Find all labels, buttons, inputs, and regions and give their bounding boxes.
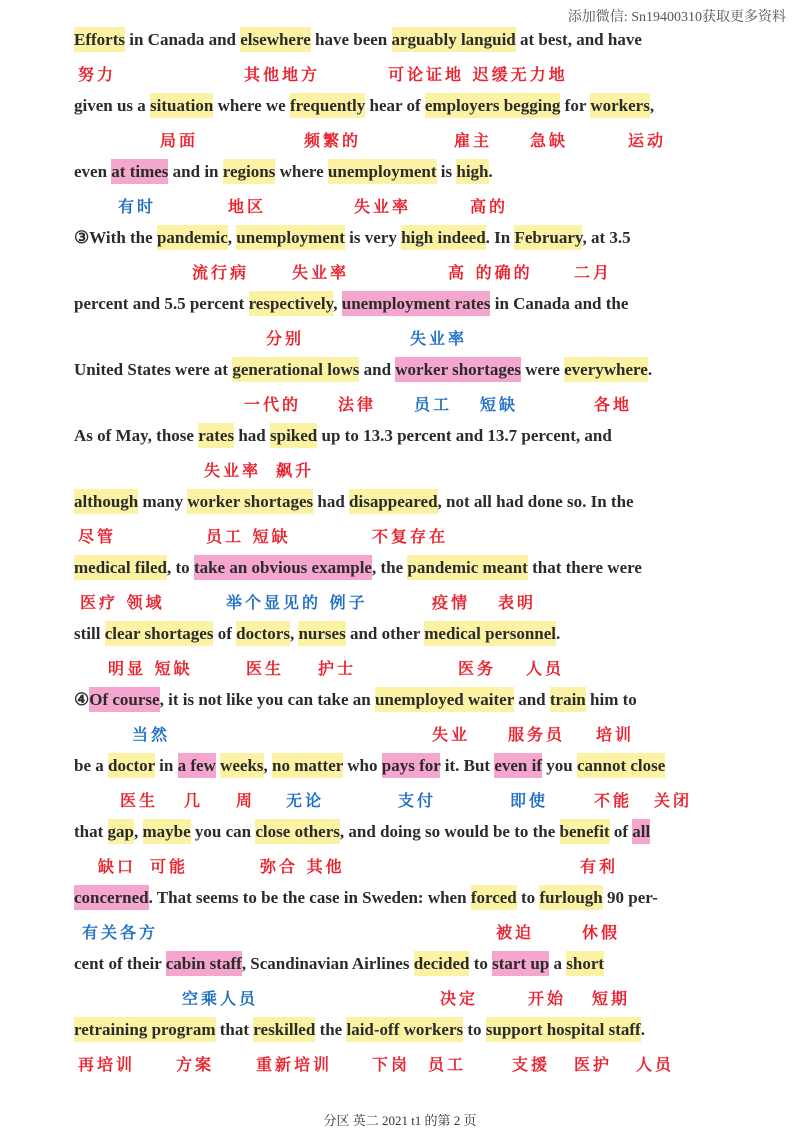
plain-text: As of May, those	[74, 426, 199, 445]
plain-text: ③With the	[74, 228, 157, 247]
english-text	[74, 619, 560, 649]
highlighted-phrase: clear shortages	[105, 621, 214, 646]
plain-text: for	[560, 96, 591, 115]
english-text	[74, 1015, 645, 1045]
plain-text: and in	[168, 162, 223, 181]
chinese-annotation: 员工	[428, 1055, 467, 1074]
highlighted-phrase: no matter	[272, 753, 343, 778]
plain-text: ,	[227, 228, 237, 247]
plain-text: , Scandinavian Airlines	[241, 954, 414, 973]
plain-text: be a	[74, 756, 108, 775]
english-line	[0, 91, 800, 121]
highlighted-phrase: high indeed	[401, 225, 486, 250]
plain-text: is	[436, 162, 457, 181]
chinese-annotation: 方案	[176, 1055, 215, 1074]
highlighted-phrase: unemployed waiter	[375, 687, 514, 712]
chinese-annotation: 高的	[470, 197, 509, 216]
chinese-annotation: 医生	[120, 791, 159, 810]
english-line	[0, 157, 800, 187]
english-text	[74, 289, 628, 319]
plain-text: that there were	[527, 558, 642, 577]
highlighted-phrase: generational lows	[232, 357, 359, 382]
plain-text: that	[74, 822, 108, 841]
highlighted-phrase: reskilled	[253, 1017, 315, 1042]
chinese-annotation: 再培训	[78, 1055, 136, 1074]
chinese-annotation: 尽管	[78, 527, 117, 546]
chinese-annotation: 局面	[160, 131, 199, 150]
chinese-annotation: 举个显见的 例子	[226, 593, 368, 612]
plain-text: .	[647, 360, 653, 379]
chinese-annotation: 关闭	[654, 791, 693, 810]
plain-text: in	[154, 756, 178, 775]
highlighted-phrase: start up	[492, 951, 549, 976]
highlighted-phrase: high	[456, 159, 488, 184]
chinese-annotation: 不能	[594, 791, 633, 810]
plain-text: you	[542, 756, 577, 775]
plain-text: . In	[485, 228, 515, 247]
plain-text: to	[469, 954, 493, 973]
chinese-annotation: 努力	[78, 65, 117, 84]
chinese-annotation: 重新培训	[256, 1055, 333, 1074]
english-line	[0, 487, 800, 517]
highlighted-phrase: support hospital staff	[486, 1017, 641, 1042]
highlighted-phrase: retraining program	[74, 1017, 216, 1042]
plain-text: .	[488, 162, 493, 181]
chinese-annotation: 服务员	[508, 725, 566, 744]
highlighted-phrase: gap	[108, 819, 134, 844]
chinese-annotation: 开始	[528, 989, 567, 1008]
english-line	[0, 223, 800, 253]
highlighted-phrase: worker shortages	[395, 357, 521, 382]
highlighted-phrase: furlough	[539, 885, 602, 910]
plain-text: where we	[213, 96, 290, 115]
chinese-annotation: 员工	[414, 395, 453, 414]
plain-text: have been	[310, 30, 392, 49]
chinese-annotation: 弥合 其他	[260, 857, 345, 876]
chinese-annotation: 失业率	[204, 461, 262, 480]
chinese-annotation: 频繁的	[304, 131, 362, 150]
highlighted-phrase: February	[514, 225, 582, 250]
chinese-annotation: 法律	[338, 395, 377, 414]
highlighted-phrase: forced	[471, 885, 517, 910]
chinese-annotation: 不复存在	[372, 527, 449, 546]
chinese-annotation: 有时	[118, 197, 157, 216]
chinese-annotation: 培训	[596, 725, 635, 744]
chinese-annotation: 急缺	[530, 131, 569, 150]
english-line	[0, 883, 800, 913]
highlighted-phrase: workers	[590, 93, 649, 118]
english-text	[74, 685, 637, 715]
highlighted-phrase: unemployment rates	[342, 291, 491, 316]
chinese-annotation: 表明	[498, 593, 537, 612]
highlighted-phrase: close others	[255, 819, 340, 844]
chinese-annotation: 流行病	[192, 263, 250, 282]
plain-text: where	[275, 162, 328, 181]
highlighted-phrase: cannot close	[577, 753, 665, 778]
plain-text: .	[640, 1020, 645, 1039]
chinese-annotation: 护士	[318, 659, 357, 678]
chinese-annotation: 雇主	[454, 131, 493, 150]
plain-text: . That seems to be the case in Sweden: when	[148, 888, 471, 907]
plain-text: , it is not like you can take an	[159, 690, 375, 709]
english-text	[74, 817, 650, 847]
english-text	[74, 91, 654, 121]
plain-text: is very	[344, 228, 402, 247]
chinese-annotation: 失业率	[292, 263, 350, 282]
plain-text: to	[463, 1020, 486, 1039]
highlighted-phrase: decided	[414, 951, 470, 976]
highlighted-phrase: rates	[198, 423, 234, 448]
highlighted-phrase: unemployment	[236, 225, 345, 250]
plain-text: many	[138, 492, 188, 511]
english-line	[0, 1015, 800, 1045]
english-text	[74, 355, 652, 385]
chinese-annotation: 飙升	[276, 461, 315, 480]
chinese-annotation: 疫情	[432, 593, 471, 612]
english-text	[74, 25, 642, 55]
plain-text: given us a	[74, 96, 151, 115]
chinese-annotation: 其他地方	[244, 65, 321, 84]
chinese-annotation: 人员	[636, 1055, 675, 1074]
chinese-annotation: 可论证地 迟缓无力地	[388, 65, 568, 84]
english-line	[0, 817, 800, 847]
chinese-annotation: 有利	[580, 857, 619, 876]
chinese-annotation: 明显 短缺	[108, 659, 193, 678]
english-text	[74, 223, 631, 253]
highlighted-phrase: situation	[150, 93, 213, 118]
chinese-annotation: 空乘人员	[182, 989, 259, 1008]
highlighted-phrase: spiked	[270, 423, 317, 448]
plain-text: , at 3.5	[582, 228, 631, 247]
english-text	[74, 421, 612, 451]
chinese-annotation: 高 的确的	[448, 263, 533, 282]
english-line	[0, 289, 800, 319]
highlighted-phrase: nurses	[298, 621, 345, 646]
watermark-text: 添加微信: Sn19400310获取更多资料	[567, 10, 786, 25]
highlighted-phrase: weeks	[220, 753, 263, 778]
chinese-annotation: 分别	[266, 329, 305, 348]
plain-text: in Canada and	[124, 30, 241, 49]
highlighted-phrase: disappeared	[349, 489, 438, 514]
chinese-annotation: 失业	[432, 725, 471, 744]
highlighted-phrase: a few	[178, 753, 216, 778]
english-text	[74, 553, 642, 583]
plain-text: , to	[167, 558, 194, 577]
highlighted-phrase: Efforts	[74, 27, 125, 52]
english-text	[74, 487, 634, 517]
plain-text: ,	[263, 756, 273, 775]
plain-text: ,	[289, 624, 299, 643]
highlighted-phrase: respectively	[249, 291, 334, 316]
chinese-annotation: 失业率	[410, 329, 468, 348]
chinese-annotation: 休假	[582, 923, 621, 942]
plain-text: had	[313, 492, 350, 511]
highlighted-phrase: pays for	[382, 753, 441, 778]
plain-text: in Canada and the	[490, 294, 629, 313]
chinese-annotation: 缺口	[98, 857, 137, 876]
english-text	[74, 751, 665, 781]
english-line	[0, 355, 800, 385]
highlighted-phrase: employers begging	[425, 93, 561, 118]
highlighted-phrase: medical filed	[74, 555, 167, 580]
english-line	[0, 685, 800, 715]
plain-text: were	[521, 360, 565, 379]
plain-text: of	[213, 624, 237, 643]
chinese-annotation: 各地	[594, 395, 633, 414]
english-line	[0, 751, 800, 781]
highlighted-phrase: at times	[111, 159, 168, 184]
chinese-annotation: 即使	[510, 791, 549, 810]
chinese-annotation: 当然	[132, 725, 171, 744]
highlighted-phrase: laid-off workers	[346, 1017, 463, 1042]
plain-text: the	[315, 1020, 347, 1039]
english-line	[0, 421, 800, 451]
highlighted-phrase: cabin staff	[166, 951, 242, 976]
chinese-annotation: 有关各方	[82, 923, 159, 942]
plain-text: , the	[371, 558, 408, 577]
highlighted-phrase: benefit	[560, 819, 610, 844]
plain-text: it. But	[440, 756, 495, 775]
chinese-annotation: 医护	[574, 1055, 613, 1074]
chinese-annotation: 医疗 领域	[80, 593, 165, 612]
english-text	[74, 157, 493, 187]
plain-text: who	[343, 756, 382, 775]
plain-text: and	[513, 690, 550, 709]
chinese-annotation: 二月	[574, 263, 613, 282]
plain-text: and	[359, 360, 396, 379]
chinese-annotation: 员工 短缺	[206, 527, 291, 546]
chinese-annotation: 被迫	[496, 923, 535, 942]
chinese-annotation: 周	[236, 791, 256, 810]
plain-text: hear of	[365, 96, 425, 115]
chinese-annotation: 地区	[228, 197, 267, 216]
plain-text: at best, and have	[515, 30, 642, 49]
highlighted-phrase: even if	[494, 753, 542, 778]
highlighted-phrase: everywhere	[564, 357, 648, 382]
english-line	[0, 553, 800, 583]
plain-text: ④	[74, 690, 90, 709]
plain-text: percent and 5.5 percent	[74, 294, 249, 313]
english-line	[0, 619, 800, 649]
english-line	[0, 949, 800, 979]
plain-text: still	[74, 624, 105, 643]
chinese-annotation: 短缺	[480, 395, 519, 414]
plain-text: ,	[649, 96, 655, 115]
chinese-annotation: 医生	[246, 659, 285, 678]
highlighted-phrase: concerned	[74, 885, 149, 910]
plain-text: him to	[585, 690, 637, 709]
chinese-annotation: 人员	[526, 659, 565, 678]
chinese-annotation: 一代的	[244, 395, 302, 414]
plain-text: ,	[333, 294, 342, 313]
plain-text: had	[234, 426, 270, 445]
chinese-annotation: 支付	[398, 791, 437, 810]
plain-text: ,	[134, 822, 143, 841]
highlighted-phrase: doctors	[236, 621, 290, 646]
highlighted-phrase: pandemic meant	[407, 555, 527, 580]
highlighted-phrase: worker shortages	[187, 489, 313, 514]
highlighted-phrase: arguably languid	[392, 27, 516, 52]
english-text	[74, 949, 604, 979]
chinese-annotation: 支援	[512, 1055, 551, 1074]
highlighted-phrase: take an obvious example	[194, 555, 372, 580]
chinese-annotation: 医务	[458, 659, 497, 678]
plain-text: that	[215, 1020, 254, 1039]
highlighted-phrase: train	[550, 687, 586, 712]
plain-text: cent of their	[74, 954, 166, 973]
chinese-annotation: 短期	[592, 989, 631, 1008]
highlighted-phrase: all	[632, 819, 650, 844]
plain-text: .	[556, 624, 561, 643]
plain-text: even	[74, 162, 112, 181]
plain-text: and other	[345, 624, 425, 643]
highlighted-phrase: short	[566, 951, 604, 976]
highlighted-phrase: elsewhere	[240, 27, 311, 52]
plain-text: , and doing so would be to the	[339, 822, 560, 841]
highlighted-phrase: medical personnel	[424, 621, 556, 646]
highlighted-phrase: regions	[223, 159, 276, 184]
english-line	[0, 25, 800, 55]
chinese-annotation: 运动	[628, 131, 667, 150]
highlighted-phrase: maybe	[143, 819, 191, 844]
chinese-annotation: 可能	[150, 857, 189, 876]
plain-text: United States were at	[74, 360, 233, 379]
highlighted-phrase: pandemic	[157, 225, 228, 250]
chinese-annotation: 下岗	[372, 1055, 411, 1074]
plain-text: up to 13.3 percent and 13.7 percent, and	[317, 426, 612, 445]
chinese-annotation: 决定	[440, 989, 479, 1008]
chinese-annotation: 几	[184, 791, 204, 810]
plain-text: , not all had done so. In the	[437, 492, 634, 511]
highlighted-phrase: although	[74, 489, 138, 514]
plain-text: a	[549, 954, 567, 973]
chinese-annotation: 失业率	[354, 197, 412, 216]
highlighted-phrase: frequently	[290, 93, 365, 118]
plain-text: of	[609, 822, 633, 841]
highlighted-phrase: unemployment	[328, 159, 437, 184]
english-text	[74, 883, 658, 913]
plain-text: you can	[190, 822, 256, 841]
highlighted-phrase: doctor	[108, 753, 155, 778]
chinese-annotation: 无论	[286, 791, 325, 810]
highlighted-phrase: Of course	[89, 687, 159, 712]
plain-text: 90 per-	[602, 888, 658, 907]
page-footer: 分区 英二 2021 t1 的第 2 页	[323, 1113, 477, 1128]
plain-text: to	[516, 888, 540, 907]
